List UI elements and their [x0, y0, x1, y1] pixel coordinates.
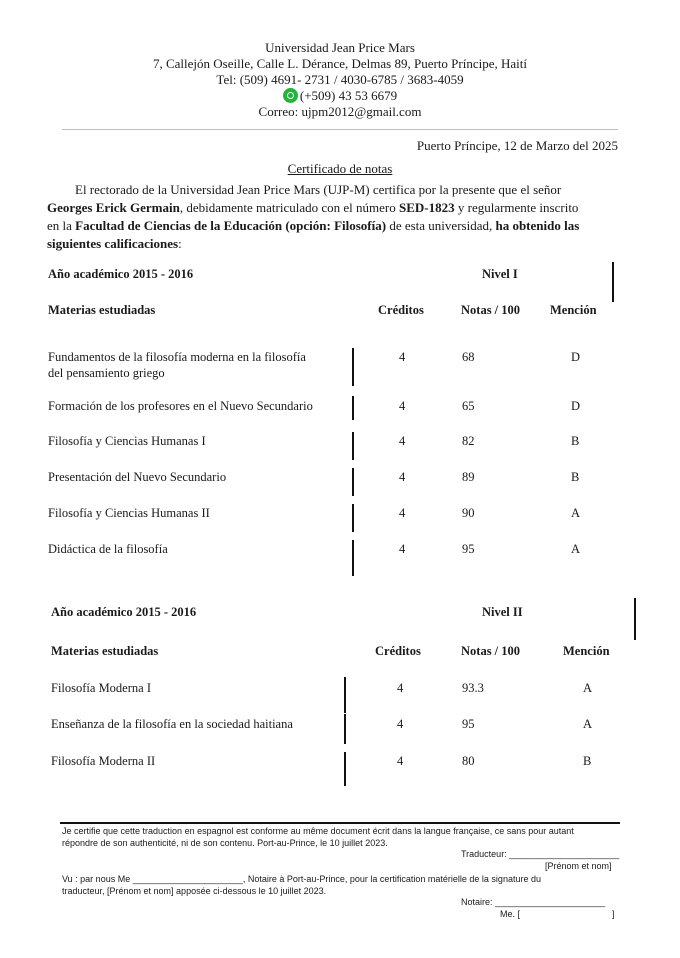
subject-line-2: del pensamiento griego [48, 366, 165, 380]
intro-text-3: y regularmente inscrito [457, 200, 579, 215]
grade: 65 [462, 399, 475, 413]
notary-name-open: Me. [ [500, 909, 521, 919]
level2-col-credits: Créditos [375, 644, 421, 658]
credits: 4 [397, 681, 404, 695]
vu-line-2: traducteur, [Prénom et nom] apposée ci-dessous le 10 juillet 2023. [62, 886, 327, 896]
email-line: Correo: ujpm2012@gmail.com [258, 104, 422, 119]
footer-divider [60, 822, 620, 824]
intro-text-1: El rectorado de la Universidad Jean Price Mars (UJP-M) certifica por la presente que el señor [75, 182, 562, 197]
intro-colon: : [178, 236, 182, 251]
translator-name: [Prénom et nom] [545, 861, 612, 871]
row-bar [344, 677, 346, 713]
whatsapp-line [0, 88, 680, 104]
row-bar [352, 432, 354, 460]
credits: 4 [399, 542, 406, 556]
subject: Didáctica de la filosofía [48, 542, 168, 556]
subject: Formación de los profesores en el Nuevo Secundario [48, 399, 313, 413]
subject: Filosofía Moderna I [51, 681, 151, 695]
credits: 4 [399, 399, 406, 413]
credits: 4 [397, 754, 404, 768]
intro-paragraph [47, 181, 617, 253]
registration-number: SED-1823 [398, 200, 455, 215]
notary-label: Notaire: ______________________ [461, 897, 606, 907]
level2-col-grade: Notas / 100 [461, 644, 521, 658]
intro-text-5: de esta universidad, [389, 218, 493, 233]
level1-col-credits: Créditos [378, 303, 424, 317]
notary-certification [62, 873, 622, 897]
obtained-text-1: ha obtenido las [495, 218, 580, 233]
cert-line-1: Je certifie que cette traduction en espagnol est conforme au même document écrit dans la langue française, ce sans pour autant [62, 826, 574, 836]
level2-col-mention: Mención [563, 644, 610, 658]
intro-text-2: , debidamente matriculado con el número [179, 200, 396, 215]
level1-col-grade: Notas / 100 [461, 303, 521, 317]
intro-text-4: en la [47, 218, 72, 233]
subject: Filosofía y Ciencias Humanas II [48, 506, 210, 520]
university-name: Universidad Jean Price Mars [265, 40, 415, 55]
grade: 80 [462, 754, 475, 768]
level2-margin-bar [634, 598, 636, 640]
mention: D [571, 350, 581, 364]
mention: B [583, 754, 592, 768]
university-address: 7, Callejón Oseille, Calle L. Dérance, Delmas 89, Puerto Príncipe, Haití [152, 56, 527, 71]
row-bar [352, 504, 354, 532]
mention: B [571, 434, 580, 448]
mention: A [571, 542, 581, 556]
grade: 93.3 [462, 681, 484, 695]
subject-line-1: Fundamentos de la filosofía moderna en la filosofía [48, 350, 306, 364]
row-bar [352, 348, 354, 386]
row-bar [352, 396, 354, 420]
student-name: Georges Erick Germain [47, 200, 180, 215]
row-bar [352, 468, 354, 496]
level2-label: Nivel II [482, 605, 523, 619]
credits: 4 [399, 434, 406, 448]
whatsapp-icon [283, 88, 298, 103]
grade: 89 [462, 470, 475, 484]
whatsapp-number: (+509) 43 53 6679 [299, 88, 398, 103]
row-bar [344, 752, 346, 786]
grade: 82 [462, 434, 475, 448]
mention: A [571, 506, 581, 520]
level1-label: Nivel I [482, 267, 518, 281]
grade: 68 [462, 350, 475, 364]
date-line: Puerto Príncipe, 12 de Marzo del 2025 [416, 138, 618, 153]
level2-col-subject: Materias estudiadas [51, 644, 159, 658]
translator-label: Traducteur: ______________________ [461, 849, 620, 859]
grade: 95 [462, 717, 475, 731]
mention: A [583, 717, 593, 731]
credits: 4 [399, 470, 406, 484]
level1-margin-bar [612, 262, 614, 302]
subject: Enseñanza de la filosofía en la sociedad haitiana [51, 717, 293, 731]
telephone-line: Tel: (509) 4691- 2731 / 4030-6785 / 3683-4059 [216, 72, 464, 87]
level2-year: Año académico 2015 - 2016 [51, 605, 197, 619]
mention: B [571, 470, 580, 484]
faculty-name: Facultad de Ciencias de la Educación (opción: Filosofía) [75, 218, 387, 233]
vu-line-1: Vu : par nous Me ______________________, Notaire à Port-au-Prince, pour la certification matérielle de la signature du [62, 874, 541, 884]
credits: 4 [397, 717, 404, 731]
subject: Presentación del Nuevo Secundario [48, 470, 227, 484]
row-bar [352, 540, 354, 576]
level1-year: Año académico 2015 - 2016 [48, 267, 194, 281]
grade: 95 [462, 542, 475, 556]
mention: D [571, 399, 581, 413]
mention: A [583, 681, 593, 695]
level1-col-mention: Mención [550, 303, 597, 317]
credits: 4 [399, 350, 406, 364]
cert-line-2: répondre de son authenticité, ni de son contenu. Port-au-Prince, le 10 juillet 2023. [62, 838, 388, 848]
credits: 4 [399, 506, 406, 520]
subject: Filosofía Moderna II [51, 754, 156, 768]
translation-certification [62, 825, 622, 849]
subject: Filosofía y Ciencias Humanas I [48, 434, 206, 448]
level1-col-subject: Materias estudiadas [48, 303, 156, 317]
document-title: Certificado de notas [287, 161, 393, 176]
obtained-text-2: siguientes calificaciones [47, 236, 179, 251]
row-bar [344, 714, 346, 744]
notary-name-close: ] [612, 909, 615, 919]
grade: 90 [462, 506, 475, 520]
header-divider [62, 129, 618, 130]
